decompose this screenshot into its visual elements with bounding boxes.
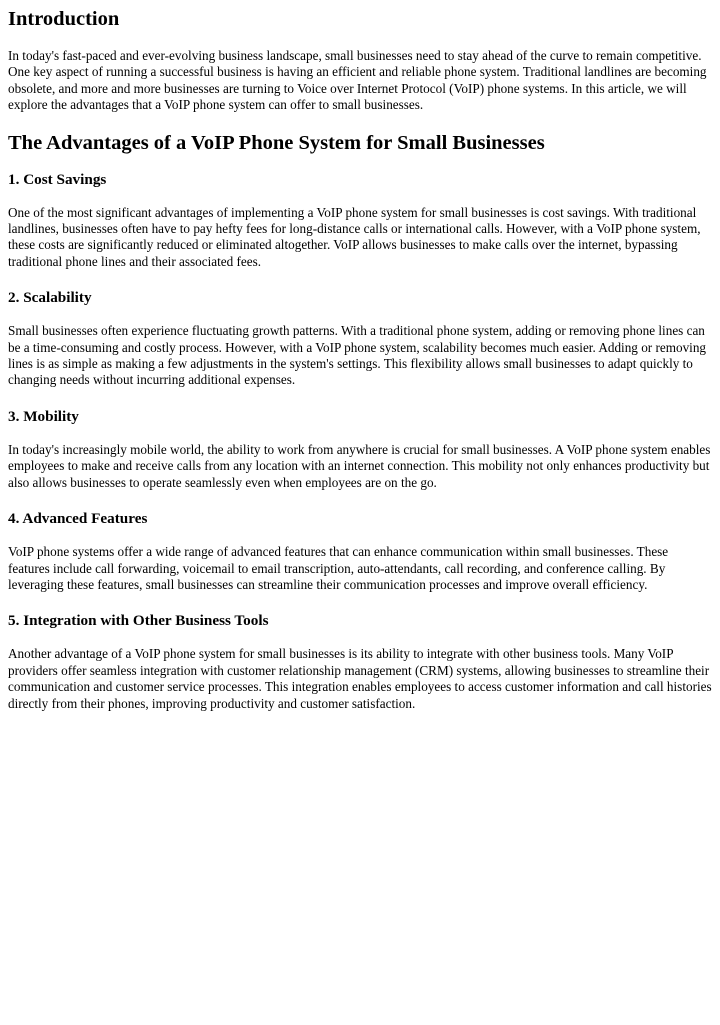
document-page	[0, 7, 720, 712]
section-heading-scalability: 2. Scalability	[8, 289, 92, 307]
section-heading-advanced-features: 4. Advanced Features	[8, 510, 148, 528]
article-title: The Advantages of a VoIP Phone System for Small Businesses	[8, 131, 545, 154]
intro-heading: Introduction	[8, 8, 120, 30]
section-heading-integration: 5. Integration with Other Business Tools	[8, 612, 269, 630]
section-heading-mobility: 3. Mobility	[8, 407, 79, 425]
section-heading-cost-savings: 1. Cost Savings	[8, 170, 107, 188]
section-paragraph-scalability: Small businesses often experience fluctuating growth patterns. With a traditional phone system, adding or removing phone lines can be a time-consuming and costly process. However, with a VoIP phone system, scalability becomes much easier. Adding or removing lines is as simple as making a few adjustments in the system's settings. This flexibility allows small businesses to adapt quickly to changing needs without incurring additional expenses.	[8, 323, 707, 388]
intro-paragraph: In today's fast-paced and ever-evolving business landscape, small businesses need to stay ahead of the curve to remain competitive. One key aspect of running a successful business is having an efficient and reliable phone system. Traditional landlines are becoming obsolete, and more and more businesses are turning to Voice over Internet Protocol (VoIP) phone systems. In this article, we will explore the advantages that a VoIP phone system can offer to small businesses.	[8, 48, 707, 113]
section-paragraph-cost-savings: One of the most significant advantages of implementing a VoIP phone system for small businesses is cost savings. With traditional landlines, businesses often have to pay hefty fees for long-distance calls or international calls. However, with a VoIP phone system, these costs are significantly reduced or eliminated altogether. VoIP allows businesses to make calls over the internet, bypassing traditional phone lines and their associated fees.	[8, 204, 701, 269]
section-paragraph-advanced-features: VoIP phone systems offer a wide range of advanced features that can enhance communication within small businesses. These features include call forwarding, voicemail to email transcription, auto-attendants, call recording, and conference calling. By leveraging these features, small businesses can streamline their communication processes and improve overall efficiency.	[8, 544, 669, 592]
section-paragraph-mobility: In today's increasingly mobile world, the ability to work from anywhere is crucial for small businesses. A VoIP phone system enables employees to make and receive calls from any location with an internet connection. This mobility not only enhances productivity but also allows businesses to operate seamlessly even when employees are on the go.	[8, 441, 711, 490]
section-paragraph-integration: Another advantage of a VoIP phone system for small businesses is its ability to integrate with other business tools. Many VoIP providers offer seamless integration with customer relationship management (CRM) systems, allowing businesses to streamline their communication and customer service processes. This integration enables employees to access customer information and call histories directly from their phones, improving productivity and customer satisfaction.	[8, 646, 712, 711]
